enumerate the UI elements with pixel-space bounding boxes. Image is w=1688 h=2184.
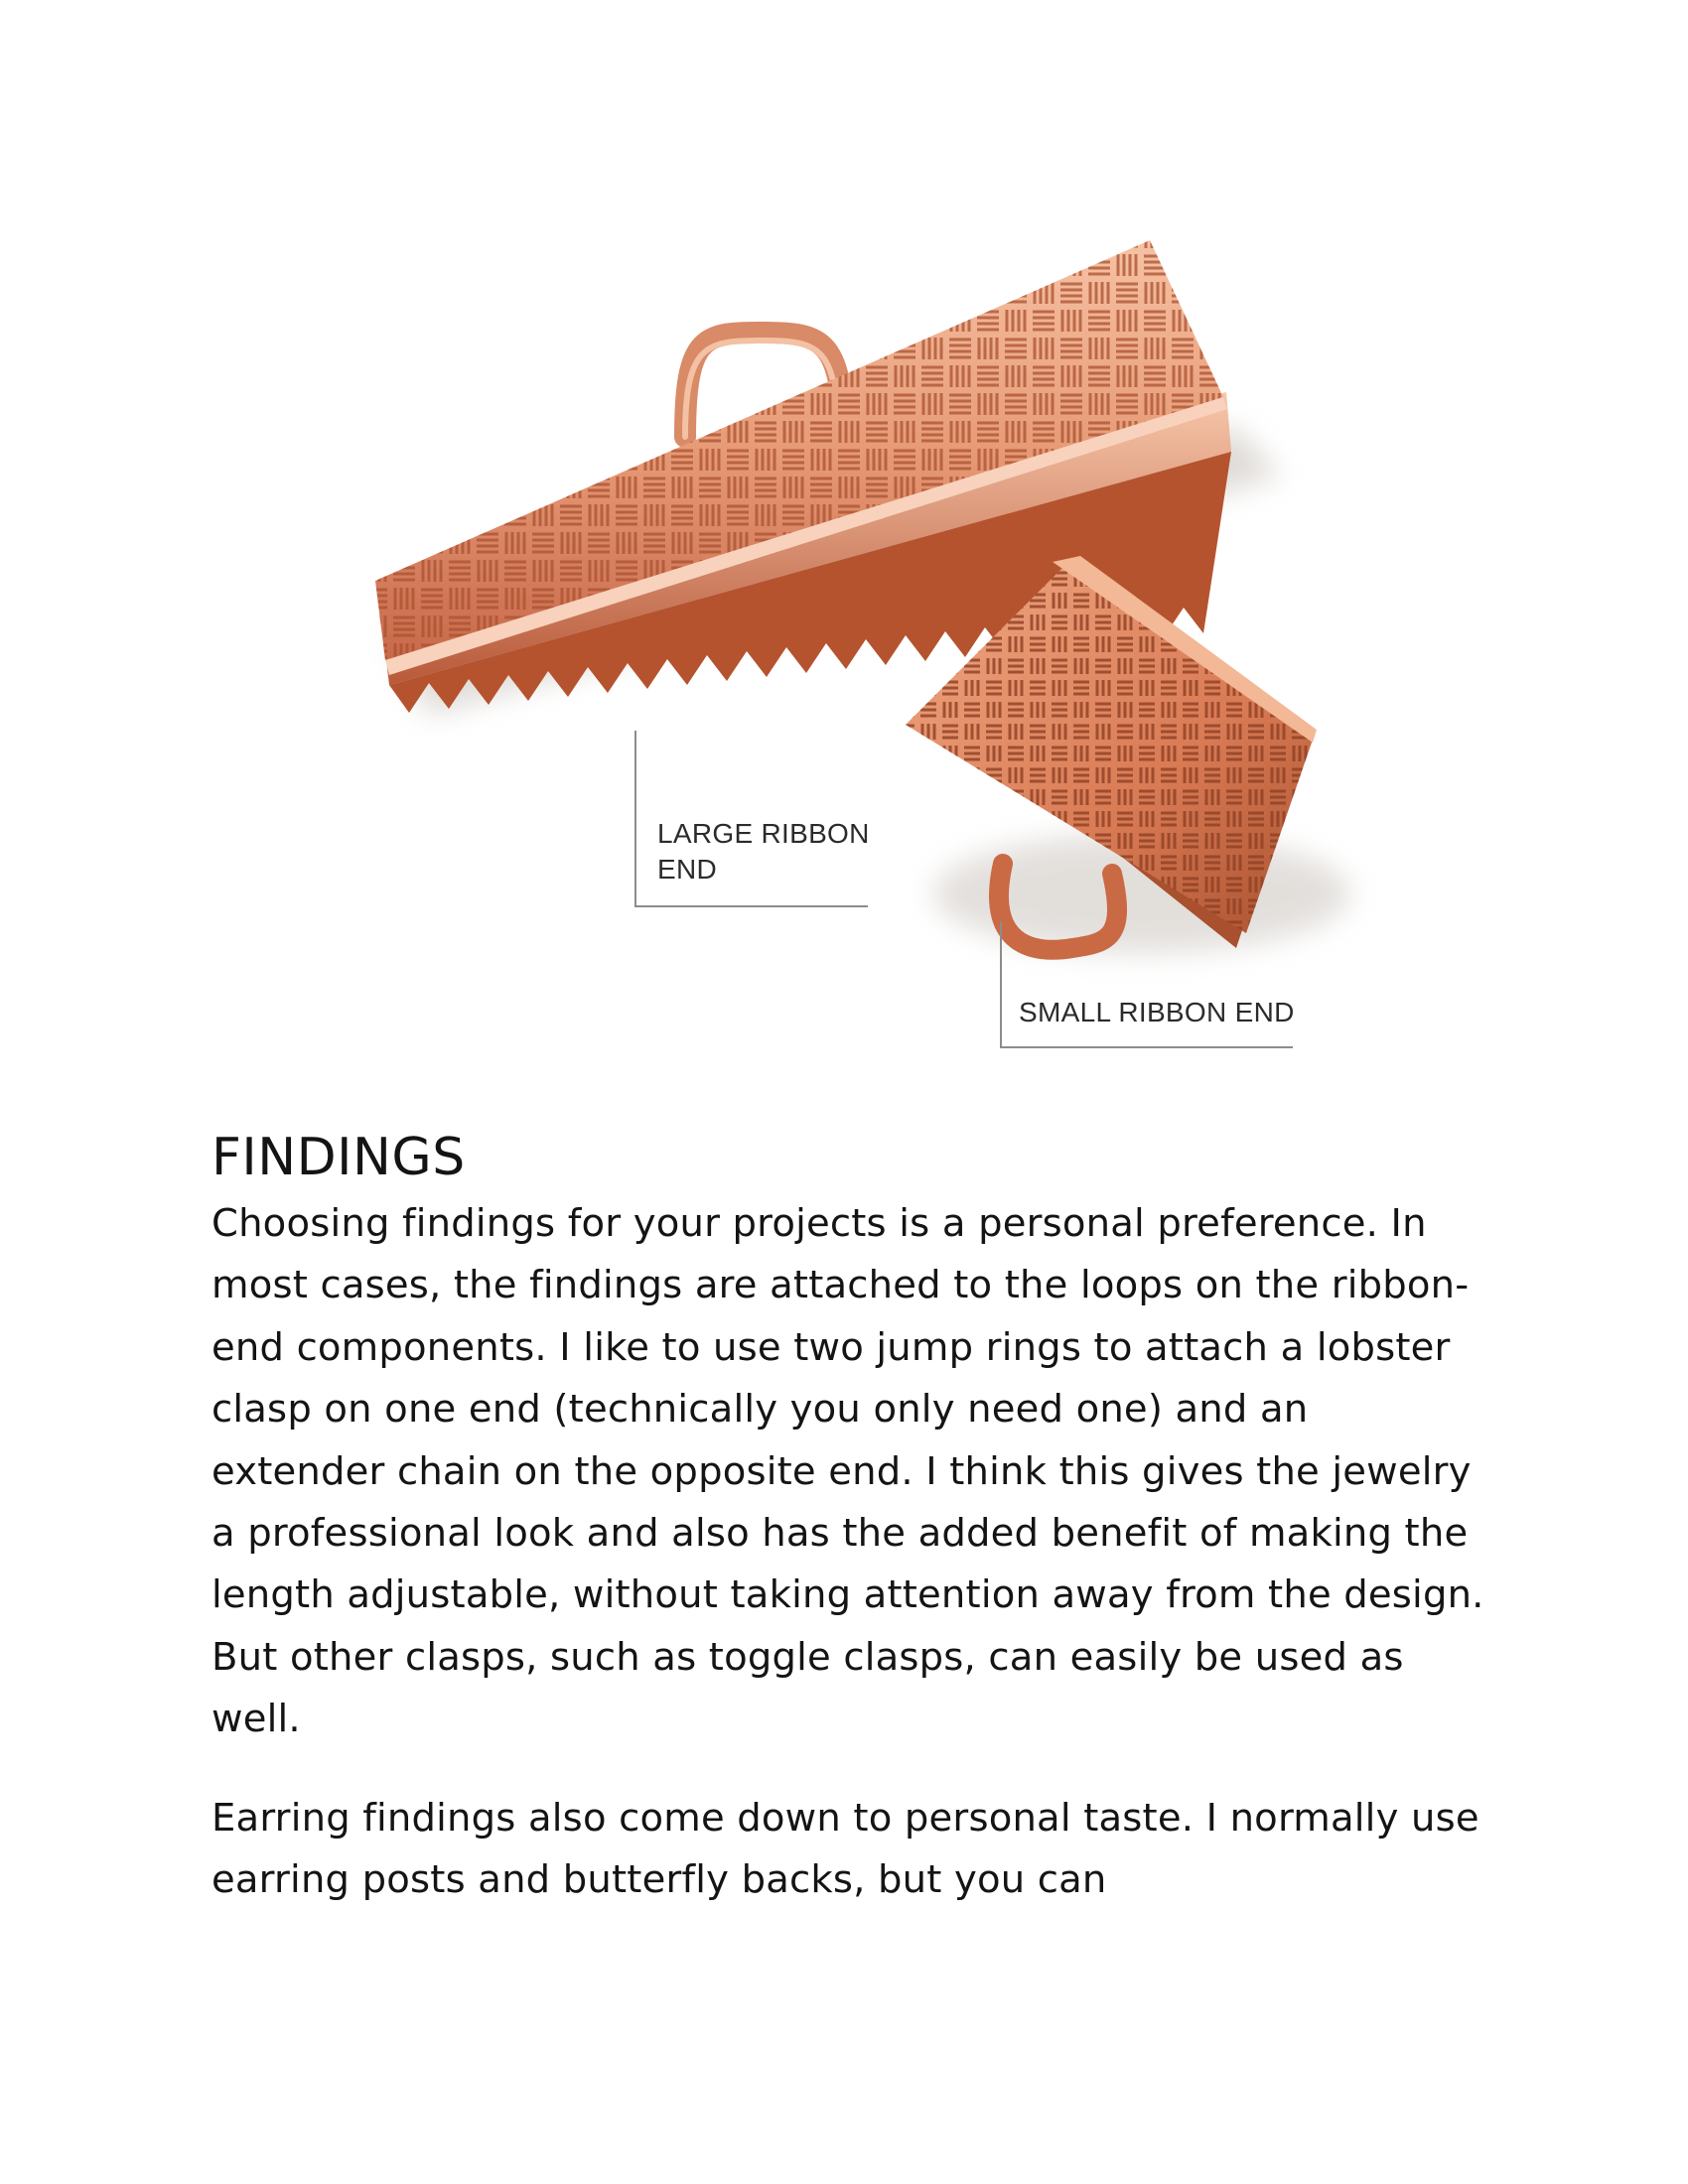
large-ribbon-end-label: LARGE RIBBON END [657, 818, 870, 885]
paragraph-earring-findings: Earring findings also come down to personal taste. I normally use earring posts and butterfly backs, but you can [211, 1795, 1479, 1903]
section-heading: FINDINGS [211, 1128, 466, 1187]
ribbon-ends-illustration [0, 0, 1688, 1072]
article [211, 1122, 1492, 1911]
paragraph-findings-choice: Choosing findings for your projects is a personal preference. In most cases, the findings are attached to the loops on the ribbon-end components. I like to use two jump rings to attach a lobster clasp on one end (technically you only need one) and an extender chain on the opposite end. I think this gives the jewelry a professional look and also has the added benefit of making the length adjustable, without taking attention away from the design. But other clasps, such as toggle clasps, can easily be used as well. [211, 1201, 1484, 1742]
ribbon-ends-figure [0, 0, 1688, 1072]
small-ribbon-end-label: SMALL RIBBON END [1019, 997, 1295, 1027]
